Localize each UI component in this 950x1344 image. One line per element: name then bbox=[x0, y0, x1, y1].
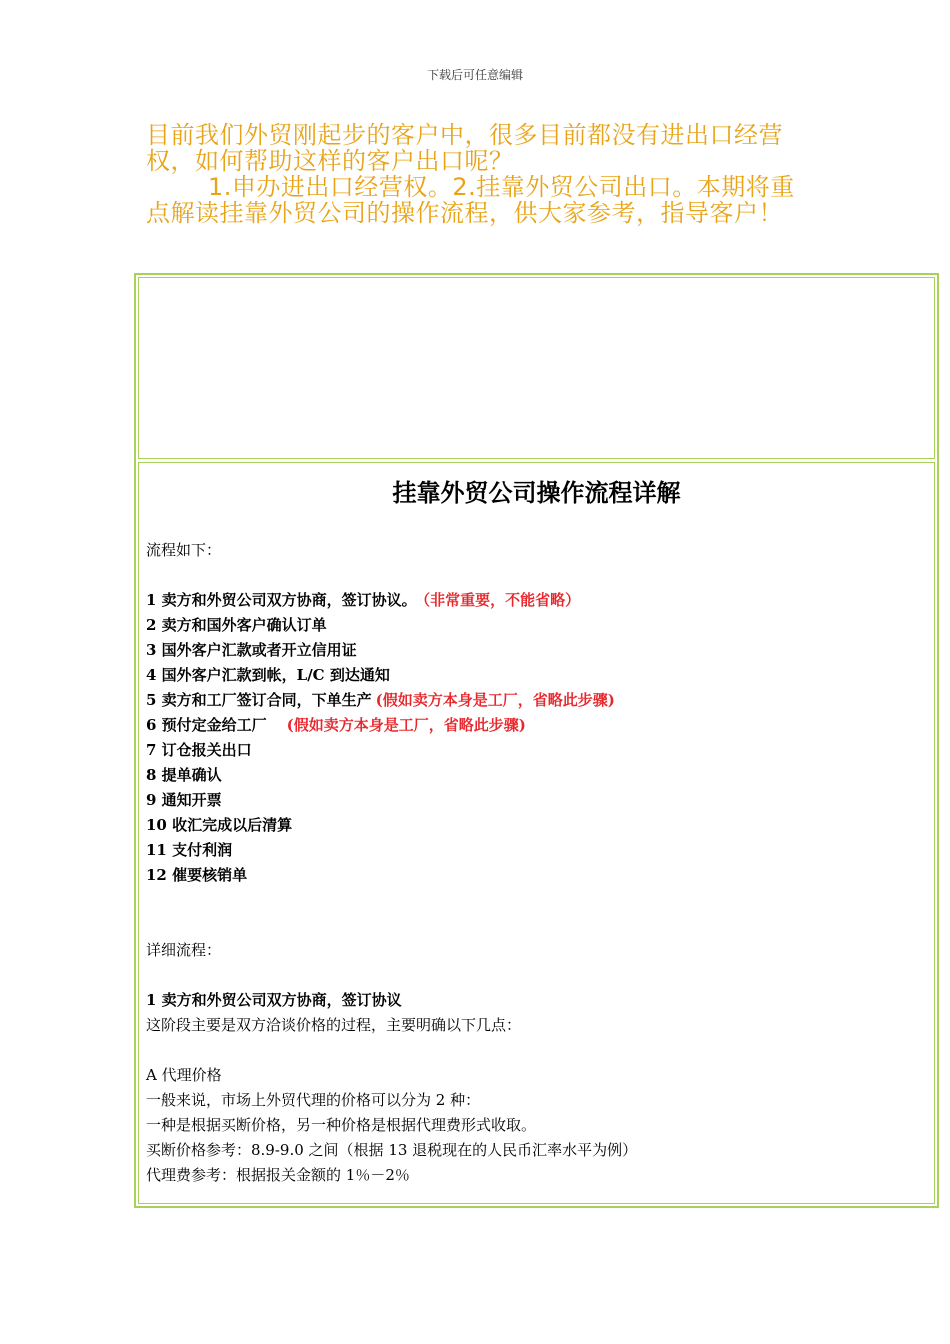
step-item: 4 国外客户汇款到帐，L/C 到达通知 bbox=[146, 666, 390, 684]
step-item: 12 催要核销单 bbox=[146, 866, 248, 884]
flow-heading: 流程如下： bbox=[146, 541, 222, 559]
detail-step1-title: 1 卖方和外贸公司双方协商，签订协议 bbox=[146, 991, 402, 1009]
empty-top-cell bbox=[138, 277, 935, 459]
section-a-line: 代理费参考：根据报关金额的 1％－2％ bbox=[146, 1166, 410, 1184]
step-item: 1 卖方和外贸公司双方协商，签订协议。 （非常重要，不能省略） bbox=[146, 591, 581, 609]
header-note: 下载后可任意编辑 bbox=[426, 68, 523, 82]
document-body bbox=[146, 538, 924, 1188]
section-a-line: 买断价格参考：8.9-9.0 之间（根据 13 退税现在的人民币汇率水平为例） bbox=[146, 1141, 638, 1159]
detail-step1-desc: 这阶段主要是双方洽谈价格的过程，主要明确以下几点： bbox=[146, 1016, 522, 1034]
step-item: 9 通知开票 bbox=[146, 791, 222, 809]
step-item: 10 收汇完成以后清算 bbox=[146, 816, 293, 834]
section-a-title: A 代理价格 bbox=[146, 1066, 222, 1084]
detail-heading: 详细流程： bbox=[146, 941, 222, 959]
section-a-line: 一般来说，市场上外贸代理的价格可以分为 2 种： bbox=[146, 1091, 481, 1109]
document-title: 挂靠外贸公司操作流程详解 bbox=[392, 479, 681, 507]
step-item: 3 国外客户汇款或者开立信用证 bbox=[146, 641, 357, 659]
step-item: 7 订仓报关出口 bbox=[146, 741, 252, 759]
content-table bbox=[134, 273, 939, 1208]
step-item: 5 卖方和工厂签订合同，下单生产 (假如卖方本身是工厂，省略此步骤) bbox=[146, 691, 615, 709]
main-cell bbox=[138, 462, 935, 1204]
intro-paragraph-2: 1.申办进出口经营权。2.挂靠外贸公司出口。本期将重点解读挂靠外贸公司的操作流程，供大家参考，指导客户！ bbox=[146, 173, 795, 227]
intro-paragraph-1: 目前我们外贸刚起步的客户中，很多目前都没有进出口经营权，如何帮助这样的客户出口呢？ bbox=[146, 121, 783, 175]
step-item: 11 支付利润 bbox=[146, 841, 233, 859]
section-a-line: 一种是根据买断价格，另一种价格是根据代理费形式收取。 bbox=[146, 1116, 537, 1134]
step-item: 2 卖方和国外客户确认订单 bbox=[146, 616, 327, 634]
step-item: 8 提单确认 bbox=[146, 766, 222, 784]
step-item: 6 预付定金给工厂 (假如卖方本身是工厂，省略此步骤) bbox=[146, 716, 526, 734]
intro-text bbox=[146, 122, 814, 226]
